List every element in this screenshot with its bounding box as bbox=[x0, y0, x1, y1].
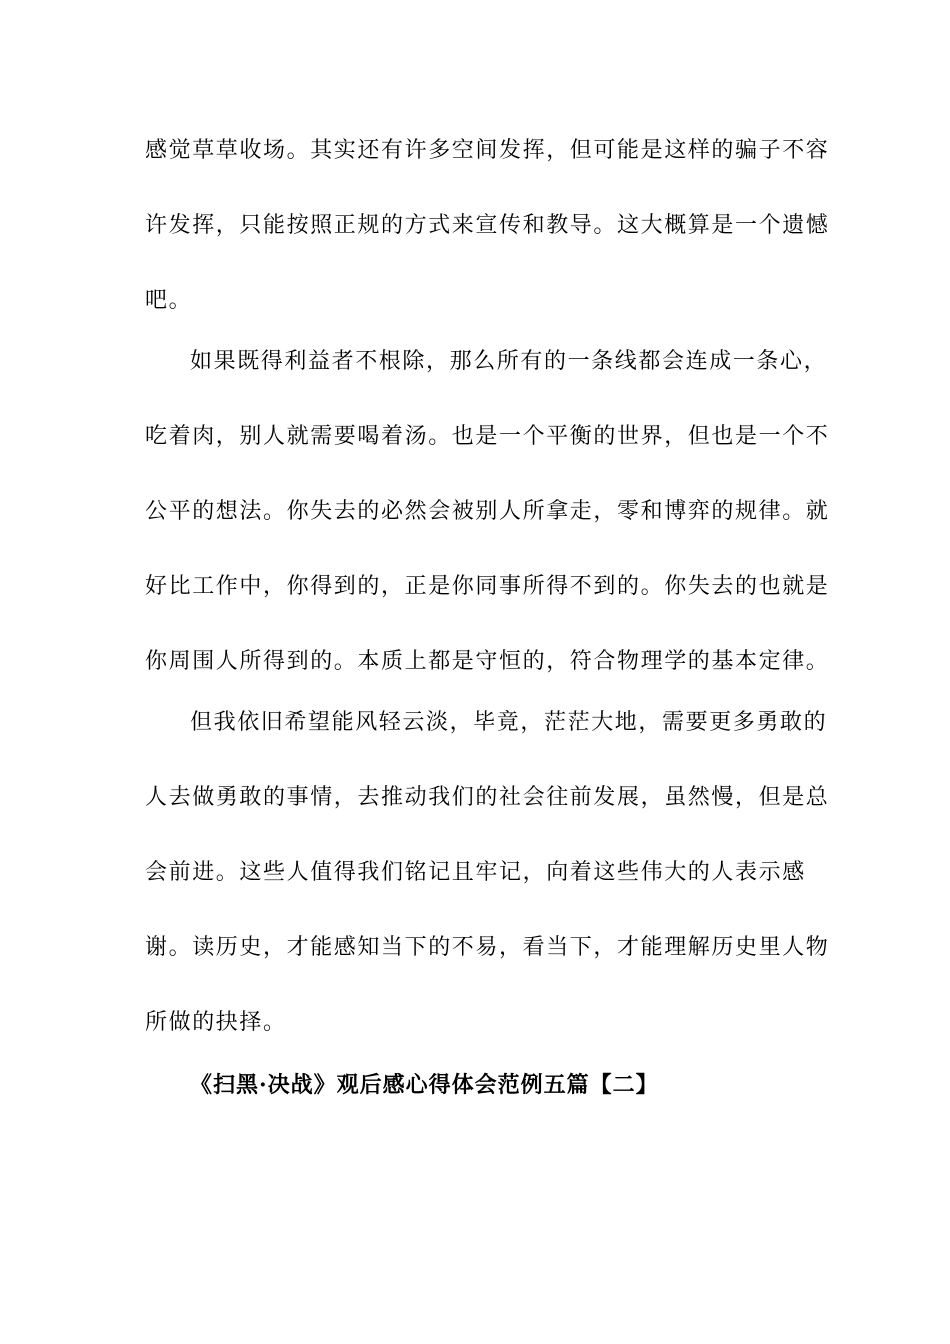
paragraph-2-line-1: 如果既得利益者不根除，那么所有的一条线都会连成一条心， bbox=[190, 349, 828, 374]
paragraph-3-line-2: 人去做勇敢的事情，去推动我们的社会往前发展，虽然慢，但是总 bbox=[145, 785, 830, 810]
paragraph-2-line-2: 吃着肉，别人就需要喝着汤。也是一个平衡的世界，但也是一个不 bbox=[145, 424, 830, 449]
paragraph-2-line-3: 公平的想法。你失去的必然会被别人所拿走，零和博弈的规律。就 bbox=[145, 499, 830, 524]
paragraph-1-line-1: 感觉草草收场。其实还有许多空间发挥，但可能是这样的骗子不容 bbox=[145, 138, 830, 163]
paragraph-1-line-3: 吧。 bbox=[145, 288, 193, 313]
paragraph-3-line-4: 谢。读历史，才能感知当下的不易，看当下，才能理解历史里人物 bbox=[145, 935, 830, 960]
paragraph-2-line-5: 你周围人所得到的。本质上都是守恒的，符合物理学的基本定律。 bbox=[145, 649, 830, 674]
paragraph-3-line-1: 但我依旧希望能风轻云淡，毕竟，茫茫大地，需要更多勇敢的 bbox=[190, 710, 828, 735]
section-heading: 《扫黑·决战》观后感心得体会范例五篇【二】 bbox=[190, 1072, 659, 1098]
paragraph-1-line-2: 许发挥，只能按照正规的方式来宣传和教导。这大概算是一个遗憾 bbox=[145, 213, 830, 238]
paragraph-3-line-3: 会前进。这些人值得我们铭记且牢记，向着这些伟大的人表示感 bbox=[145, 860, 806, 885]
paragraph-2-line-4: 好比工作中，你得到的，正是你同事所得不到的。你失去的也就是 bbox=[145, 574, 830, 599]
paragraph-3-line-5: 所做的抉择。 bbox=[145, 1010, 287, 1035]
